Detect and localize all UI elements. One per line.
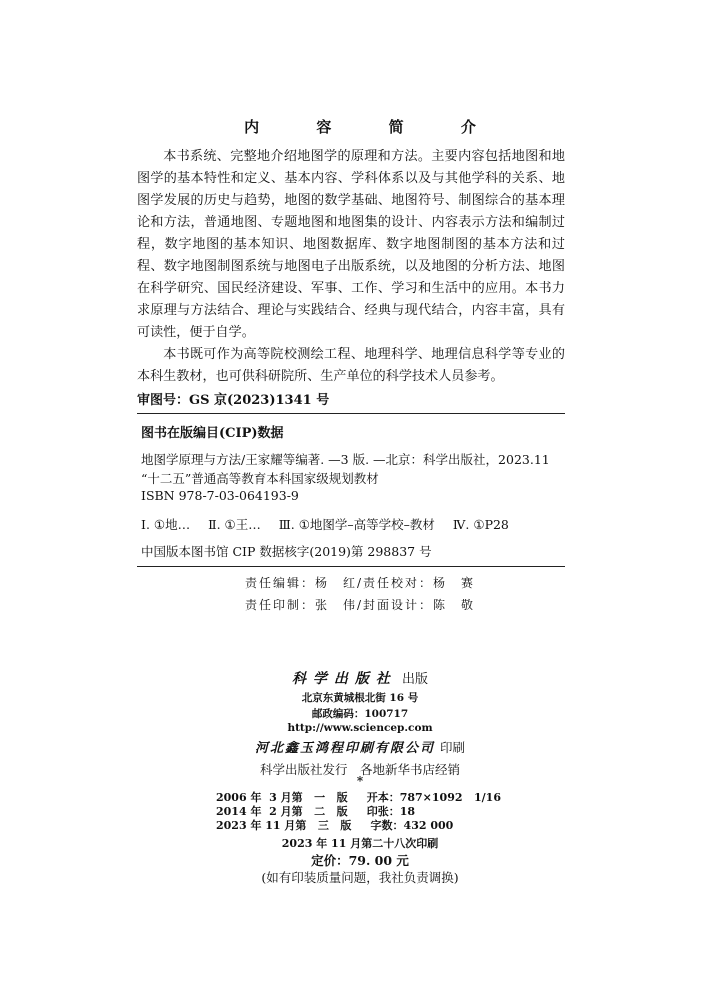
separator-star: * (356, 774, 364, 788)
printer-suffix: 印刷 (440, 740, 466, 755)
publisher-suffix: 出版 (402, 672, 429, 687)
map-approval-number: 审图号：GS 京(2023)1341 号 (137, 393, 330, 408)
publisher-postcode: 邮政编码：100717 (311, 708, 409, 720)
divider-top (137, 413, 565, 414)
cip-isbn: ISBN 978-7-03-064193-9 (141, 488, 299, 503)
staff-line-1: 责任编辑：杨 红/责任校对：杨 赛 (244, 576, 476, 590)
printer-line (0, 737, 720, 756)
page-title: 内 容 简 介 (244, 118, 502, 136)
classification-item: Ⅰ. ①地… (141, 517, 191, 532)
staff-line-2: 责任印制：张 伟/封面设计：陈 敬 (244, 598, 476, 612)
price: 定价：79. 00 元 (311, 853, 409, 868)
quality-notice: (如有印装质量问题，我社负责调换) (261, 870, 459, 885)
edition-row: 2014 年 2 月第 二 版 印张：18 (216, 805, 416, 818)
distribution: 科学出版社发行 各地新华书店经销 (259, 762, 460, 777)
cip-classification (141, 515, 523, 533)
cip-record-number: 中国版本图书馆 CIP 数据核字(2019)第 298837 号 (141, 544, 432, 559)
edition-row: 2006 年 3 月第 一 版 开本：787×1092 1/16 (216, 791, 501, 804)
publisher-name: 科学出版社 (291, 671, 397, 687)
publisher-address: 北京东黄城根北街 16 号 (301, 692, 419, 704)
summary-paragraph-1: 本书系统、完整地介绍地图学的原理和方法。主要内容包括地图和地图学的基本特性和定义、基本内容、学科体系以及与其他学科的关系、地图学发展的历史与趋势，地图的数学基础、地图符号、制图综合的基本理论和方法，普通地图、专题地图和地图集的设计、内容表示方法和编制过程，数字地图的基本知识、地图数据库、数字地图制图的基本方法和过程、数字地图制图系统与地图电子出版系统，以及地图的分析方法、地图在科学研究、国民经济建设、军事、工作、学习和生活中的应用。本书力求原理与方法结合、理论与实践结合、经典与现代结合，内容丰富，具有可读性，便于自学。 (137, 149, 565, 340)
classification-item: Ⅱ. ①王… (208, 517, 261, 532)
summary-paragraph-2: 本书既可作为高等院校测绘工程、地理科学、地理信息科学等专业的本科生教材，也可供科研院所、生产单位的科学技术人员参考。 (137, 347, 565, 384)
cip-series-line: “十二五”普通高等教育本科国家级规划教材 (141, 471, 379, 486)
edition-row: 2023 年 11 月第 三 版 字数：432 000 (216, 819, 454, 832)
content-summary (137, 146, 565, 388)
divider-bottom (137, 566, 565, 567)
cip-heading: 图书在版编目(CIP)数据 (141, 426, 284, 441)
classification-item: Ⅳ. ①P28 (452, 517, 509, 532)
publisher-line (0, 668, 720, 688)
cip-bibliographic-line: 地图学原理与方法/王家耀等编著. —3 版. —北京：科学出版社，2023.11 (141, 452, 550, 467)
print-run: 2023 年 11 月第二十八次印刷 (281, 837, 439, 850)
printer-name: 河北鑫玉鸿程印刷有限公司 (254, 741, 435, 756)
classification-item: Ⅲ. ①地图学–高等学校–教材 (278, 517, 435, 532)
publisher-url: http://www.sciencep.com (287, 722, 433, 734)
